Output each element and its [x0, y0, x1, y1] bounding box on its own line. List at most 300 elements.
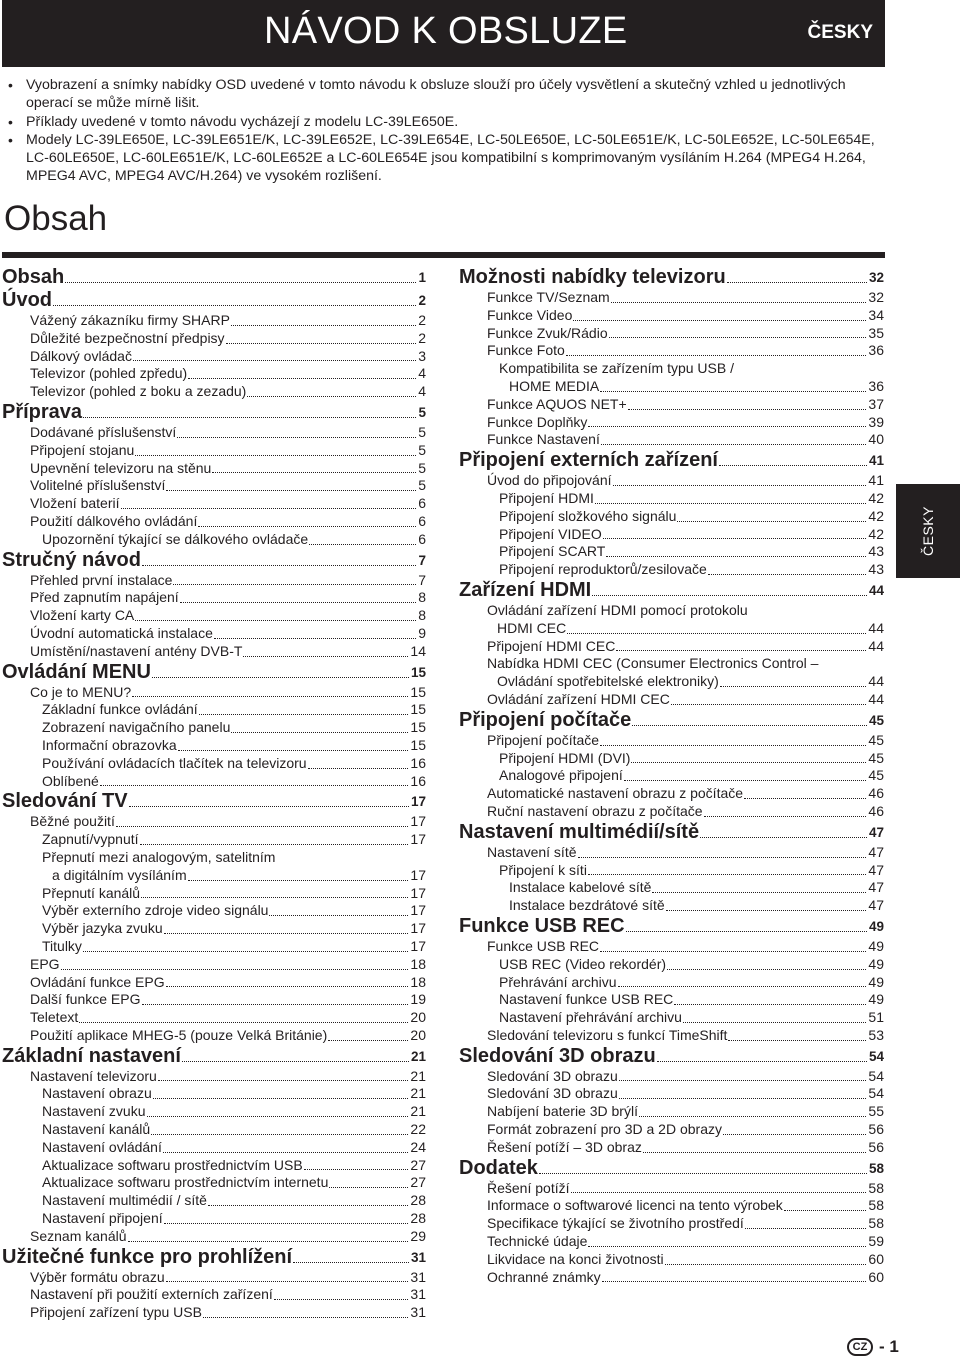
toc-entry[interactable] [2, 1157, 426, 1175]
toc-section[interactable] [459, 709, 884, 732]
toc-dot-leader [293, 1262, 409, 1263]
toc-entry-title: Základní nastavení [2, 1044, 181, 1067]
toc-dot-leader [163, 1152, 409, 1153]
toc-dot-leader [571, 1192, 867, 1193]
toc-entry-title: Řešení potíží [487, 1179, 570, 1196]
toc-entry-title: Sledování televizoru s funkcí TimeShift [487, 1026, 728, 1043]
toc-entry[interactable] [2, 643, 426, 661]
toc-entry-title: Sledování TV [2, 790, 128, 813]
toc-entry[interactable] [2, 572, 426, 590]
toc-entry[interactable] [2, 531, 426, 549]
toc-entry[interactable] [2, 442, 426, 460]
toc-entry[interactable] [459, 673, 884, 691]
toc-entry[interactable] [2, 365, 426, 383]
toc-entry[interactable] [459, 396, 884, 414]
toc-entry-title: Stručný návod [2, 548, 141, 571]
toc-entry-title: Úvodní automatická instalace [30, 624, 213, 641]
toc-entry-title: Přehled první instalace [30, 571, 173, 588]
toc-dot-leader [214, 638, 416, 639]
toc-dot-leader [328, 1040, 408, 1041]
toc-dot-leader [164, 933, 409, 934]
toc-entry-title: Technické údaje [487, 1233, 588, 1250]
toc-entry-title: Seznam kanálů [30, 1227, 127, 1244]
toc-entry-title: Upevnění televizoru na stěnu [30, 459, 212, 476]
toc-page-number: 17 [410, 794, 426, 810]
toc-entry[interactable] [459, 879, 884, 897]
toc-entry-title: Funkce USB REC [487, 937, 600, 954]
toc-entry[interactable] [459, 414, 884, 432]
toc-page-number: 34 [868, 306, 884, 323]
toc-dot-leader [178, 750, 409, 751]
toc-page-number: 36 [868, 377, 884, 394]
toc-dot-leader [609, 337, 867, 338]
toc-dot-leader [588, 1246, 866, 1247]
toc-section[interactable] [459, 449, 884, 472]
toc-entry[interactable] [459, 360, 884, 378]
toc-page-number: 49 [868, 973, 884, 990]
toc-entry[interactable] [2, 755, 426, 773]
toc-page-number: 47 [868, 879, 884, 896]
toc-section[interactable] [459, 821, 884, 844]
toc-entry[interactable] [2, 1228, 426, 1246]
toc-dot-leader [247, 396, 416, 397]
toc-entry[interactable] [2, 460, 426, 478]
toc-dot-leader [784, 1210, 867, 1211]
toc-dot-leader [539, 1173, 867, 1174]
toc-dot-leader [61, 969, 409, 970]
toc-section[interactable] [2, 266, 426, 289]
toc-entry[interactable] [459, 307, 884, 325]
toc-dot-leader [129, 806, 409, 807]
toc-entry[interactable] [459, 750, 884, 768]
toc-dot-leader [116, 826, 409, 827]
toc-entry[interactable] [459, 1121, 884, 1139]
toc-entry-title: Likvidace na konci životnosti [487, 1250, 664, 1267]
toc-page-number: 17 [410, 920, 426, 937]
toc-page-number: 31 [410, 1286, 426, 1303]
toc-entry[interactable] [459, 508, 884, 526]
toc-entry[interactable] [459, 1139, 884, 1157]
toc-entry-title: Informační obrazovka [42, 736, 177, 753]
toc-entry-title: Vložení karty CA [30, 607, 135, 624]
toc-entry[interactable] [459, 1103, 884, 1121]
toc-page-number: 21 [410, 1085, 426, 1102]
toc-dot-leader [166, 490, 416, 491]
toc-page-number: 17 [410, 884, 426, 901]
toc-entry-title: Nastavení multimédií / sítě [42, 1192, 207, 1209]
toc-entry[interactable] [2, 831, 426, 849]
toc-dot-leader [135, 455, 416, 456]
toc-dot-leader [618, 986, 867, 987]
toc-entry[interactable] [459, 1251, 884, 1269]
intro-bullet: • Vyobrazení a snímky nabídky OSD uvedené v tomto návodu k obsluze slouží pro účely vysvětlení a skutečný vzhled u jednotlivých operací se může mírně lišit. [6, 76, 888, 113]
toc-entry[interactable] [2, 330, 426, 348]
toc-entry[interactable] [2, 920, 426, 938]
toc-page-number: 32 [868, 270, 884, 285]
toc-entry[interactable] [2, 849, 426, 867]
toc-dot-leader [626, 931, 867, 932]
toc-section[interactable] [2, 401, 426, 424]
toc-entry[interactable] [459, 1215, 884, 1233]
toc-page-number: 58 [868, 1215, 884, 1232]
toc-left-column [2, 266, 426, 1322]
toc-dot-leader [269, 915, 408, 916]
toc-page-number: 21 [410, 1067, 426, 1084]
toc-dot-leader [588, 874, 866, 875]
toc-entry-title: Funkce Nastavení [487, 431, 600, 448]
toc-entry[interactable] [2, 1139, 426, 1157]
toc-page-number: 22 [410, 1121, 426, 1138]
toc-page-number: 49 [868, 955, 884, 972]
toc-dot-leader [231, 325, 416, 326]
toc-entry-title: Nastavení ovládání [42, 1138, 162, 1155]
toc-page-number: 56 [868, 1121, 884, 1138]
toc-entry[interactable] [2, 383, 426, 401]
toc-entry[interactable] [459, 602, 884, 620]
heading-rule [2, 252, 885, 258]
toc-entry-title: Instalace bezdrátové sítě [509, 897, 665, 914]
toc-entry[interactable] [2, 1304, 426, 1322]
toc-page-number: 16 [410, 772, 426, 789]
toc-entry[interactable] [459, 691, 884, 709]
toc-entry-title: Volitelné příslušenství [30, 477, 166, 494]
toc-dot-leader [683, 1022, 867, 1023]
toc-entry[interactable] [459, 655, 884, 673]
toc-entry[interactable] [459, 289, 884, 307]
toc-entry-title: Funkce Doplňky [487, 413, 588, 430]
toc-entry[interactable] [459, 803, 884, 821]
toc-entry[interactable] [459, 543, 884, 561]
toc-entry[interactable] [2, 902, 426, 920]
toc-entry-title: Ovládání spotřebitelské elektroniky) [497, 673, 719, 690]
toc-page-number: 60 [868, 1268, 884, 1285]
toc-entry-title: Připojení HDMI CEC [487, 637, 616, 654]
toc-entry-title: Ruční nastavení obrazu z počítače [487, 802, 703, 819]
toc-page-number: 59 [868, 1233, 884, 1250]
toc-dot-leader [329, 1187, 408, 1188]
toc-dot-leader [674, 1004, 866, 1005]
toc-dot-leader [180, 602, 417, 603]
toc-entry[interactable] [459, 431, 884, 449]
toc-entry-title: Sledování 3D obrazu [459, 1044, 656, 1067]
toc-entry-title: USB REC (Video rekordér) [499, 955, 667, 972]
toc-entry-title: Sledování 3D obrazu [487, 1085, 618, 1102]
toc-entry[interactable] [459, 991, 884, 1009]
toc-dot-leader [188, 880, 409, 881]
toc-entry[interactable] [459, 897, 884, 915]
toc-dot-leader [665, 1264, 867, 1265]
toc-entry-title: Ovládání zařízení HDMI pomocí protokolu [487, 601, 748, 618]
toc-entry[interactable] [2, 513, 426, 531]
toc-entry[interactable] [459, 1009, 884, 1027]
toc-page-number: 15 [410, 736, 426, 753]
toc-dot-leader [198, 526, 416, 527]
toc-page-number: 5 [418, 404, 426, 420]
toc-entry[interactable] [459, 732, 884, 750]
toc-entry[interactable] [459, 974, 884, 992]
toc-entry-title: Úvod do připojování [487, 472, 612, 489]
toc-page-number: 45 [868, 749, 884, 766]
toc-dot-leader [309, 544, 416, 545]
toc-page-number: 6 [418, 530, 426, 547]
toc-entry-title: Funkce AQUOS NET+ [487, 395, 627, 412]
toc-entry-title: Zapnutí/vypnutí [42, 831, 139, 848]
toc-entry[interactable] [2, 1068, 426, 1086]
toc-entry-title: Přehrávání archivu [499, 973, 617, 990]
title-banner [2, 0, 885, 67]
toc-entry-title: Funkce Video [487, 306, 573, 323]
intro-notes [6, 76, 888, 186]
toc-entry[interactable] [459, 490, 884, 508]
toc-entry[interactable] [2, 625, 426, 643]
toc-page-number: 45 [868, 712, 884, 728]
toc-entry[interactable] [2, 1027, 426, 1045]
toc-page-number: 42 [868, 525, 884, 542]
toc-page-number: 3 [418, 347, 426, 364]
toc-entry[interactable] [2, 348, 426, 366]
toc-entry[interactable] [2, 938, 426, 956]
toc-entry[interactable] [2, 867, 426, 885]
toc-entry[interactable] [2, 719, 426, 737]
toc-dot-leader [128, 1241, 409, 1242]
toc-entry-title: Dálkový ovládač [30, 347, 132, 364]
toc-page-number: 4 [418, 365, 426, 382]
toc-entry[interactable] [459, 472, 884, 490]
toc-dot-leader [151, 1134, 408, 1135]
toc-entry[interactable] [2, 495, 426, 513]
toc-dot-leader [601, 444, 867, 445]
toc-entry-title: Nastavení multimédií/sítě [459, 820, 700, 843]
toc-entry[interactable] [459, 956, 884, 974]
toc-entry-title: Běžné použití [30, 813, 115, 830]
toc-entry[interactable] [2, 974, 426, 992]
toc-page-number: 41 [868, 472, 884, 489]
toc-entry-title: Formát zobrazení pro 3D a 2D obrazy [487, 1121, 722, 1138]
toc-dot-leader [566, 355, 867, 356]
toc-entry-title: Nastavení připojení [42, 1210, 163, 1227]
toc-entry[interactable] [459, 638, 884, 656]
toc-page-number: 7 [418, 552, 426, 568]
toc-entry[interactable] [459, 1180, 884, 1198]
toc-entry[interactable] [2, 737, 426, 755]
toc-entry[interactable] [2, 312, 426, 330]
toc-page-number: 5 [418, 423, 426, 440]
toc-page-number: 27 [410, 1174, 426, 1191]
toc-entry[interactable] [459, 342, 884, 360]
toc-entry-title: Aktualizace softwaru prostřednictvím USB [42, 1156, 303, 1173]
toc-page-number: 56 [868, 1138, 884, 1155]
toc-entry-title: Nastavení funkce USB REC [499, 991, 674, 1008]
document-title: NÁVOD K OBSLUZE [264, 10, 628, 52]
toc-entry-title: Analogové připojení [499, 767, 623, 784]
toc-entry-title: Nabíjení baterie 3D brýlí [487, 1103, 638, 1120]
toc-entry-title: Připojení počítače [487, 731, 600, 748]
toc-dot-leader [153, 1098, 409, 1099]
toc-dot-leader [141, 897, 408, 898]
toc-dot-leader [657, 1061, 867, 1062]
toc-entry[interactable] [2, 477, 426, 495]
toc-entry[interactable] [2, 885, 426, 903]
toc-entry[interactable] [459, 785, 884, 803]
toc-entry[interactable] [2, 1286, 426, 1304]
toc-entry[interactable] [2, 1085, 426, 1103]
toc-entry[interactable] [459, 767, 884, 785]
toc-page-number: 44 [868, 637, 884, 654]
toc-dot-leader [619, 1098, 867, 1099]
toc-entry-title: Připojení externích zařízení [459, 449, 718, 472]
toc-dot-leader [578, 857, 867, 858]
toc-page-number: 31 [410, 1268, 426, 1285]
toc-section[interactable] [2, 790, 426, 813]
toc-entry[interactable] [459, 1269, 884, 1287]
toc-entry-title: Použití dálkového ovládání [30, 512, 198, 529]
toc-dot-leader [719, 465, 867, 466]
toc-entry-title: Oblíbené [42, 772, 99, 789]
toc-entry[interactable] [2, 1210, 426, 1228]
toc-page-number: 47 [868, 824, 884, 840]
toc-dot-leader [667, 969, 866, 970]
toc-entry[interactable] [2, 956, 426, 974]
toc-entry-title: Obsah [2, 266, 65, 288]
toc-dot-leader [231, 732, 408, 733]
toc-entry[interactable] [459, 526, 884, 544]
toc-page-number: 43 [868, 543, 884, 560]
toc-entry-title: Užitečné funkce pro prohlížení [2, 1245, 293, 1268]
toc-entry-title: Před zapnutím napájení [30, 589, 179, 606]
toc-dot-leader [208, 1205, 408, 1206]
toc-entry[interactable] [2, 684, 426, 702]
toc-dot-leader [100, 785, 409, 786]
toc-page-number: 43 [868, 561, 884, 578]
toc-section[interactable] [2, 661, 426, 684]
toc-page-number: 5 [418, 459, 426, 476]
toc-dot-leader [164, 1223, 409, 1224]
toc-entry[interactable] [459, 325, 884, 343]
toc-entry[interactable] [2, 1174, 426, 1192]
toc-dot-leader [203, 1317, 408, 1318]
toc-dot-leader [83, 417, 416, 418]
toc-dot-leader [619, 1080, 867, 1081]
toc-entry-title: Nastavení televizoru [30, 1067, 157, 1084]
toc-dot-leader [166, 986, 409, 987]
toc-dot-leader [304, 1169, 409, 1170]
toc-section[interactable] [459, 1157, 884, 1180]
toc-entry[interactable] [459, 620, 884, 638]
toc-page-number: 5 [418, 441, 426, 458]
toc-section[interactable] [459, 915, 884, 938]
toc-entry[interactable] [2, 424, 426, 442]
toc-entry-title: Umístění/nastavení antény DVB-T [30, 642, 243, 659]
toc-page-number: 58 [868, 1197, 884, 1214]
toc-section[interactable] [2, 289, 426, 312]
toc-entry[interactable] [459, 1085, 884, 1103]
toc-dot-leader [182, 1061, 409, 1062]
toc-entry[interactable] [459, 561, 884, 579]
toc-entry[interactable] [2, 701, 426, 719]
toc-page-number: 54 [868, 1085, 884, 1102]
toc-entry-title: Specifikace týkající se životního prostředí [487, 1215, 744, 1232]
toc-entry[interactable] [2, 1269, 426, 1287]
toc-dot-leader [83, 951, 408, 952]
toc-dot-leader [212, 472, 416, 473]
toc-entry[interactable] [459, 1197, 884, 1215]
toc-section[interactable] [459, 1045, 884, 1068]
toc-entry-title: Nastavení obrazu [42, 1085, 152, 1102]
toc-page-number: 17 [410, 813, 426, 830]
toc-dot-leader [140, 844, 409, 845]
toc-entry[interactable] [2, 589, 426, 607]
toc-section[interactable] [459, 579, 884, 602]
toc-entry-title: Ochranné známky [487, 1268, 601, 1285]
toc-entry[interactable] [459, 938, 884, 956]
toc-entry[interactable] [2, 813, 426, 831]
toc-entry[interactable] [459, 1233, 884, 1251]
toc-page-number: 55 [868, 1103, 884, 1120]
toc-entry[interactable] [2, 1009, 426, 1027]
toc-section[interactable] [459, 266, 884, 289]
toc-entry-title: Připojení SCART [499, 543, 606, 560]
toc-page-number: 7 [418, 571, 426, 588]
toc-entry[interactable] [2, 773, 426, 791]
page-number [847, 1337, 899, 1357]
toc-entry[interactable] [2, 1103, 426, 1121]
toc-entry-title: a digitálním vysíláním [52, 866, 187, 883]
toc-entry-title: EPG [30, 955, 60, 972]
toc-entry-title: Výběr externího zdroje video signálu [42, 902, 269, 919]
toc-entry[interactable] [2, 607, 426, 625]
toc-entry-title: Kompatibilita se zařízením typu USB / [499, 360, 734, 377]
toc-entry-title: Další funkce EPG [30, 991, 141, 1008]
toc-entry[interactable] [459, 1027, 884, 1045]
toc-entry[interactable] [459, 378, 884, 396]
toc-entry[interactable] [459, 844, 884, 862]
toc-entry[interactable] [2, 1121, 426, 1139]
toc-dot-leader [158, 1080, 409, 1081]
toc-entry-title: Důležité bezpečnostní předpisy [30, 329, 225, 346]
toc-entry-title: HOME MEDIA [509, 377, 600, 394]
toc-entry[interactable] [459, 862, 884, 880]
toc-dot-leader [666, 910, 867, 911]
toc-entry-title: Televizor (pohled zpředu) [30, 365, 188, 382]
toc-dot-leader [152, 677, 409, 678]
toc-entry[interactable] [459, 1068, 884, 1086]
toc-entry-title: Titulky [42, 937, 82, 954]
toc-dot-leader [53, 305, 416, 306]
toc-page-number: 24 [410, 1138, 426, 1155]
toc-page-number: 18 [410, 973, 426, 990]
toc-page-number: 17 [410, 866, 426, 883]
toc-entry-title: Instalace kabelové sítě [509, 879, 652, 896]
toc-section[interactable] [2, 1246, 426, 1269]
toc-dot-leader [624, 780, 867, 781]
toc-page-number: 54 [868, 1048, 884, 1064]
toc-page-number: 17 [410, 937, 426, 954]
toc-page-number: 28 [410, 1192, 426, 1209]
toc-entry[interactable] [2, 991, 426, 1009]
toc-section[interactable] [2, 1045, 426, 1068]
toc-dot-leader [744, 798, 866, 799]
toc-dot-leader [745, 1228, 867, 1229]
toc-section[interactable] [2, 549, 426, 572]
toc-page-number: 15 [410, 701, 426, 718]
toc-dot-leader [727, 282, 867, 283]
toc-page-number: 9 [418, 624, 426, 641]
toc-dot-leader [671, 704, 867, 705]
toc-dot-leader [133, 360, 416, 361]
toc-entry[interactable] [2, 1192, 426, 1210]
toc-dot-leader [723, 1134, 866, 1135]
toc-entry-title: Funkce TV/Seznam [487, 289, 610, 305]
